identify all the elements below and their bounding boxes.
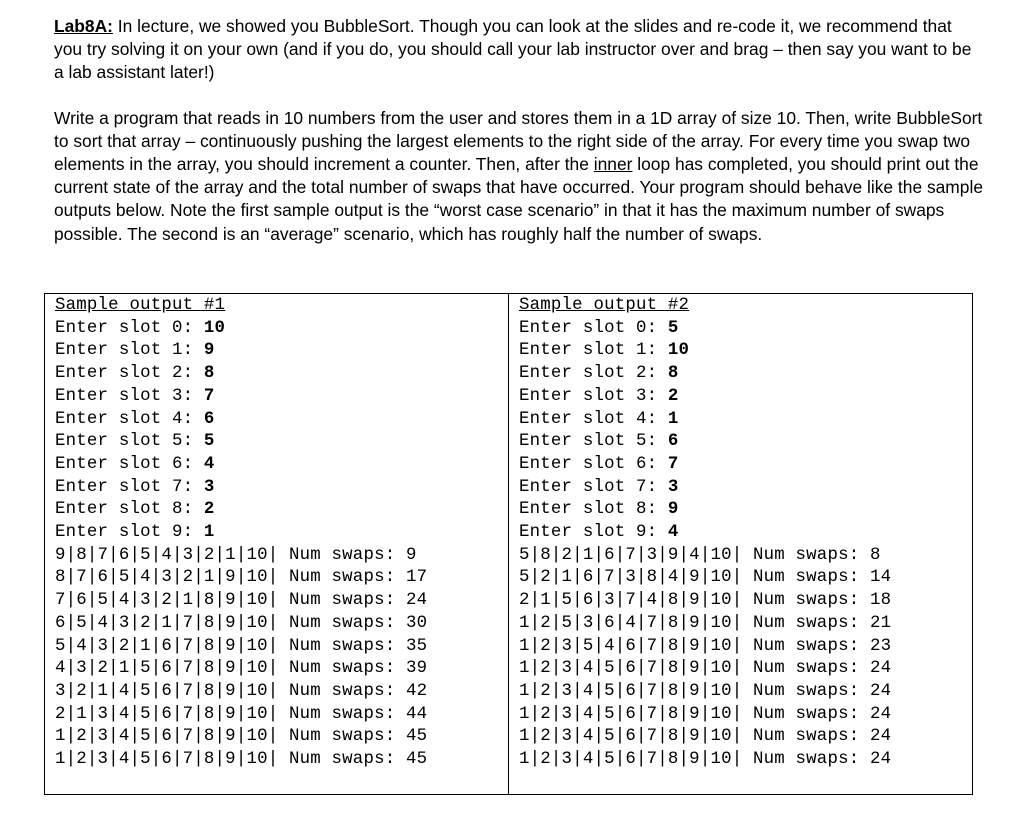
input-value: 10 bbox=[667, 341, 690, 361]
input-value: 4 bbox=[203, 454, 215, 474]
input-value: 4 bbox=[667, 523, 679, 543]
input-prompt: Enter slot 1: bbox=[519, 341, 668, 361]
input-line bbox=[519, 499, 972, 522]
output-line: 1|2|3|4|5|6|7|8|9|10| Num swaps: 24 bbox=[519, 704, 892, 724]
input-line bbox=[55, 386, 508, 409]
inner-emphasis: inner bbox=[593, 154, 633, 175]
input-prompt: Enter slot 6: bbox=[519, 454, 668, 474]
input-value: 1 bbox=[203, 523, 215, 543]
intro-text: In lecture, we showed you BubbleSort. Though you can look at the slides and re-code it, we recommend that you try solving it on your own (and if you do, you should call your lab instructor over and brag – then say you want to be a lab assistant later!) bbox=[54, 16, 972, 83]
input-prompt: Enter slot 3: bbox=[55, 386, 204, 406]
output-line: 5|2|1|6|7|3|8|4|9|10| Num swaps: 14 bbox=[519, 568, 892, 588]
sample-title: Sample output #1 bbox=[55, 296, 226, 315]
output-line: 1|2|5|3|6|4|7|8|9|10| Num swaps: 21 bbox=[519, 613, 892, 633]
input-prompt: Enter slot 7: bbox=[519, 477, 668, 497]
output-line: 8|7|6|5|4|3|2|1|9|10| Num swaps: 17 bbox=[55, 568, 428, 588]
input-line bbox=[519, 386, 972, 409]
input-value: 2 bbox=[203, 500, 215, 520]
input-value: 10 bbox=[203, 318, 226, 338]
input-prompt: Enter slot 9: bbox=[55, 523, 204, 543]
input-value: 3 bbox=[203, 477, 215, 497]
input-line bbox=[519, 409, 972, 432]
instructions-text-start: Write a program that reads in 10 numbers from the user and stores them in a 1D array of size 10. Then, write BubbleSort to sort that array – continuously pushing the largest elements to the right side of the array. For every time you swap two elements in the array, you should increment a counter. Then, after the bbox=[54, 107, 983, 175]
input-prompt: Enter slot 2: bbox=[55, 364, 204, 384]
output-line: 1|2|3|4|5|6|7|8|9|10| Num swaps: 24 bbox=[519, 659, 892, 679]
input-line bbox=[55, 477, 508, 500]
instructions-text-end: loop has completed, you should print out the current state of the array and the total number of swaps that have occurred. Your program should behave like the sample outputs below. Note the first sample output is the “worst case scenario” in that it has the maximum number of swaps possible. The second is an “average” scenario, which has roughly half the number of swaps. bbox=[54, 154, 984, 244]
input-prompt: Enter slot 5: bbox=[519, 432, 668, 452]
input-prompt: Enter slot 0: bbox=[55, 318, 204, 338]
input-line bbox=[519, 340, 972, 363]
output-line: 1|2|3|4|5|6|7|8|9|10| Num swaps: 24 bbox=[519, 681, 892, 701]
input-value: 9 bbox=[203, 341, 215, 361]
input-prompt: Enter slot 4: bbox=[519, 409, 668, 429]
output-line: 3|2|1|4|5|6|7|8|9|10| Num swaps: 42 bbox=[55, 681, 428, 701]
input-value: 7 bbox=[203, 386, 215, 406]
input-prompt: Enter slot 3: bbox=[519, 386, 668, 406]
output-line: 1|2|3|4|5|6|7|8|9|10| Num swaps: 24 bbox=[519, 727, 892, 747]
input-line bbox=[519, 454, 972, 477]
input-line bbox=[519, 477, 972, 500]
output-line: 1|2|3|4|5|6|7|8|9|10| Num swaps: 24 bbox=[519, 750, 892, 770]
input-prompt: Enter slot 2: bbox=[519, 364, 668, 384]
input-line bbox=[55, 340, 508, 363]
input-prompt: Enter slot 8: bbox=[55, 500, 204, 520]
input-prompt: Enter slot 8: bbox=[519, 500, 668, 520]
input-prompt: Enter slot 1: bbox=[55, 341, 204, 361]
input-line bbox=[55, 318, 508, 341]
input-line bbox=[519, 363, 972, 386]
input-line bbox=[55, 363, 508, 386]
input-line bbox=[519, 318, 972, 341]
output-line: 2|1|5|6|3|7|4|8|9|10| Num swaps: 18 bbox=[519, 591, 892, 611]
input-value: 7 bbox=[667, 454, 679, 474]
lab-label: Lab8A: bbox=[54, 16, 113, 36]
input-prompt: Enter slot 0: bbox=[519, 318, 668, 338]
input-value: 5 bbox=[203, 432, 215, 452]
output-line: 5|8|2|1|6|7|3|9|4|10| Num swaps: 8 bbox=[519, 545, 881, 565]
input-line bbox=[55, 499, 508, 522]
sample-output-2 bbox=[509, 294, 972, 794]
output-line: 1|2|3|4|5|6|7|8|9|10| Num swaps: 45 bbox=[55, 727, 428, 747]
input-line bbox=[55, 454, 508, 477]
lab-description bbox=[54, 15, 984, 246]
input-line bbox=[519, 431, 972, 454]
intro-paragraph bbox=[54, 15, 984, 85]
input-prompt: Enter slot 7: bbox=[55, 477, 204, 497]
input-value: 8 bbox=[203, 364, 215, 384]
sample-title: Sample output #2 bbox=[519, 296, 690, 315]
input-line bbox=[55, 431, 508, 454]
input-value: 3 bbox=[667, 477, 679, 497]
input-line bbox=[519, 522, 972, 545]
input-line bbox=[55, 522, 508, 545]
output-line: 7|6|5|4|3|2|1|8|9|10| Num swaps: 24 bbox=[55, 591, 428, 611]
sample-output-table bbox=[44, 293, 973, 795]
instructions-paragraph bbox=[54, 107, 984, 246]
input-prompt: Enter slot 5: bbox=[55, 432, 204, 452]
sample-output-1 bbox=[45, 294, 509, 794]
input-prompt: Enter slot 9: bbox=[519, 523, 668, 543]
output-line: 9|8|7|6|5|4|3|2|1|10| Num swaps: 9 bbox=[55, 545, 417, 565]
output-line: 1|2|3|5|4|6|7|8|9|10| Num swaps: 23 bbox=[519, 636, 892, 656]
input-value: 6 bbox=[667, 432, 679, 452]
output-line: 1|2|3|4|5|6|7|8|9|10| Num swaps: 45 bbox=[55, 750, 428, 770]
input-prompt: Enter slot 6: bbox=[55, 454, 204, 474]
input-value: 9 bbox=[667, 500, 679, 520]
output-line: 5|4|3|2|1|6|7|8|9|10| Num swaps: 35 bbox=[55, 636, 428, 656]
output-line: 4|3|2|1|5|6|7|8|9|10| Num swaps: 39 bbox=[55, 659, 428, 679]
input-line bbox=[55, 409, 508, 432]
input-value: 1 bbox=[667, 409, 679, 429]
output-line: 2|1|3|4|5|6|7|8|9|10| Num swaps: 44 bbox=[55, 704, 428, 724]
output-line: 6|5|4|3|2|1|7|8|9|10| Num swaps: 30 bbox=[55, 613, 428, 633]
input-value: 8 bbox=[667, 364, 679, 384]
input-prompt: Enter slot 4: bbox=[55, 409, 204, 429]
input-value: 2 bbox=[667, 386, 679, 406]
input-value: 5 bbox=[667, 318, 679, 338]
input-value: 6 bbox=[203, 409, 215, 429]
